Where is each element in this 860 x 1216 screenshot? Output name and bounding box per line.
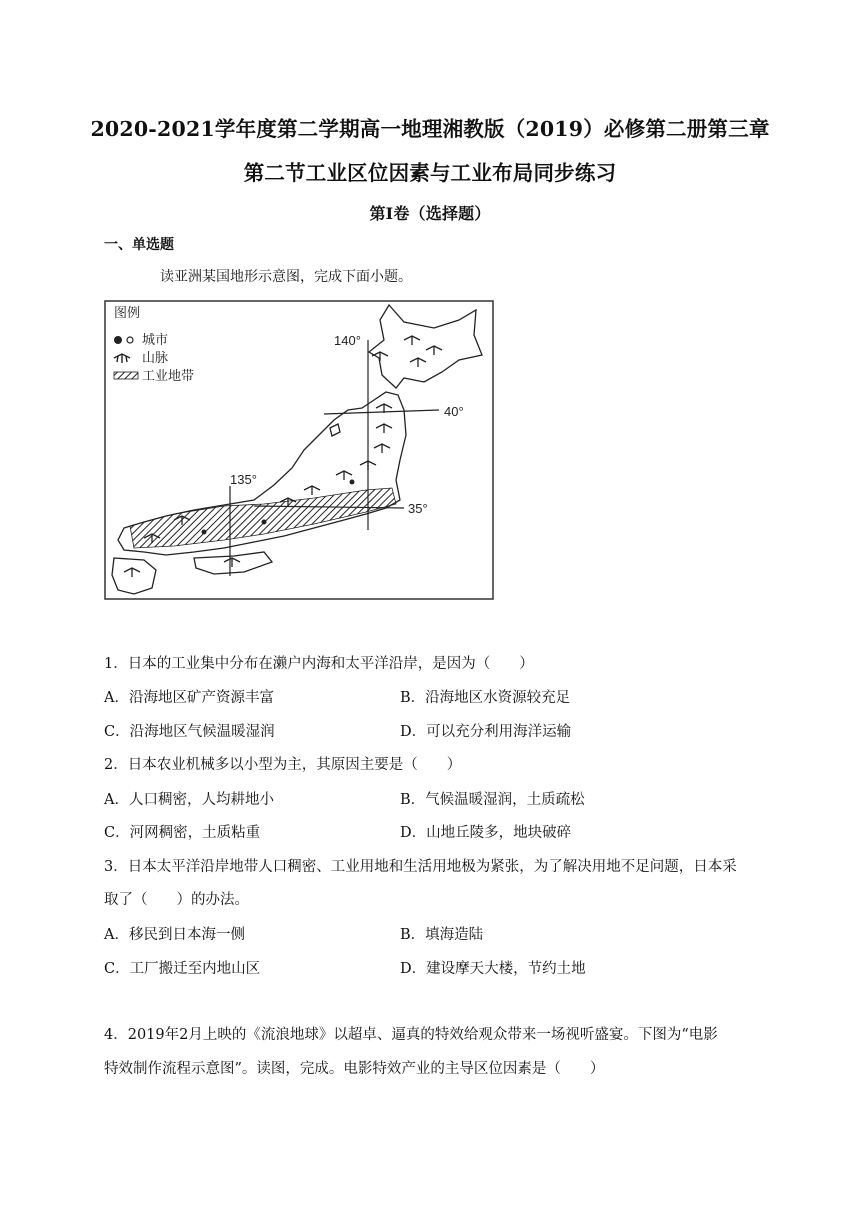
document-title-line2: 第二节工业区位因素与工业布局同步练习: [243, 161, 617, 185]
section-heading: 一、单选题: [104, 237, 174, 253]
legend-item-industrial-zone: 工业地带: [142, 368, 195, 383]
question-1-option-c[interactable]: C．沿海地区气候温暖湿润: [104, 724, 275, 740]
intro-text: 读亚洲某国地形示意图，完成下面小题。: [160, 269, 412, 285]
question-4-stem-line2: 特效制作流程示意图”。读图，完成。电影特效产业的主导区位因素是（ ）: [104, 1061, 605, 1077]
question-1-option-b[interactable]: B．沿海地区水资源较充足: [400, 690, 571, 706]
legend-item-mountain: 山脉: [142, 350, 169, 365]
question-3-stem-line1: 3．日本太平洋沿岸地带人口稠密、工业用地和生活用地极为紧张，为了解决用地不足问题，日本采: [104, 859, 737, 875]
question-3-stem-line2: 取了（ ）的办法。: [104, 892, 249, 908]
industrial-zone-icon: [114, 372, 138, 379]
legend-title: 图例: [114, 305, 141, 320]
question-4-stem-line1: 4．2019年2月上映的《流浪地球》以超卓、逼真的特效给观众带来一场视听盛宴。下图为“电影: [104, 1027, 718, 1043]
question-1-stem: 1．日本的工业集中分布在濑户内海和太平洋沿岸，是因为（ ）: [104, 656, 534, 672]
question-2-option-c[interactable]: C．河网稠密，土质粘重: [104, 825, 261, 841]
question-3-option-a[interactable]: A．移民到日本海一侧: [104, 927, 245, 943]
japan-terrain-map: [104, 300, 494, 600]
legend-item-city: 城市: [142, 332, 169, 347]
lat-label-40: 40°: [444, 404, 464, 419]
volume-heading: 第I卷（选择题）: [369, 204, 491, 223]
document-title-line1: 2020-2021学年度第二学期高一地理湘教版（2019）必修第二册第三章: [90, 117, 770, 141]
question-2-option-b[interactable]: B．气候温暖湿润，土质疏松: [400, 792, 585, 808]
question-3-option-c[interactable]: C．工厂搬迁至内地山区: [104, 961, 261, 977]
question-2-stem: 2．日本农业机械多以小型为主，其原因主要是（ ）: [104, 757, 462, 773]
question-3-option-d[interactable]: D．建设摩天大楼，节约土地: [400, 961, 586, 977]
question-3-option-b[interactable]: B．填海造陆: [400, 927, 484, 943]
lon-label-140: 140°: [334, 333, 361, 348]
lat-label-35: 35°: [408, 501, 428, 516]
question-2-option-a[interactable]: A．人口稠密，人均耕地小: [104, 792, 274, 808]
question-2-option-d[interactable]: D．山地丘陵多，地块破碎: [400, 825, 572, 841]
lon-label-135: 135°: [230, 472, 257, 487]
question-1-option-a[interactable]: A．沿海地区矿产资源丰富: [104, 690, 274, 706]
question-1-option-d[interactable]: D．可以充分利用海洋运输: [400, 724, 572, 740]
